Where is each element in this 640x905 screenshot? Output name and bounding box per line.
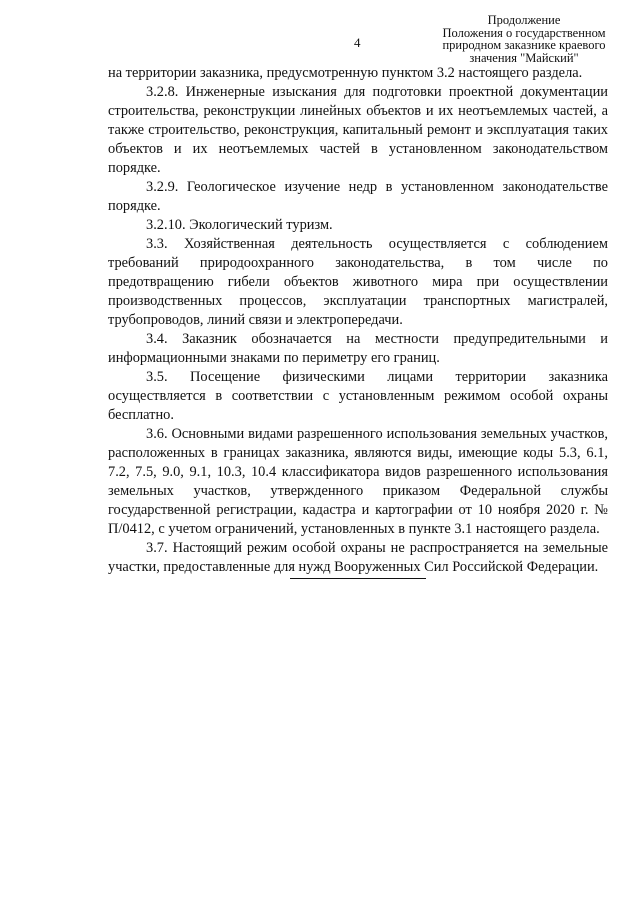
continuation-line: Продолжение [487,13,561,27]
paragraph-3-2-8: 3.2.8. Инженерные изыскания для подготовки проектной документации строительства, реконструкции линейных объектов и их неотъемлемых частей, а также строительство, реконструкция, капитальный ремонт и эксплуатация таких объектов и их неотъемлемых частей в установленном законодательством порядке. [108,84,608,176]
paragraph-continued: на территории заказника, предусмотренную пунктом 3.2 настоящего раздела. [108,65,583,81]
paragraph-3-2-10: 3.2.10. Экологический туризм. [146,217,333,233]
continuation-line: природном заказнике краевого [442,38,606,52]
paragraph-3-3: 3.3. Хозяйственная деятельность осуществляется с соблюдением требований природоохранного законодательства, в том числе по предотвращению гибели объектов животного мира при осуществлении производственных процессов, эксплуатации транспортных магистралей, трубопроводов, линий связи и электропередачи. [108,236,608,328]
paragraph-3-5: 3.5. Посещение физическими лицами территории заказника осуществляется в соответствии с установленным режимом особой охраны бесплатно. [108,369,608,423]
continuation-line: значения "Майский" [469,50,579,65]
document-body [108,64,608,577]
page-number: 4 [354,35,361,50]
end-of-document-rule [290,578,426,579]
continuation-line: Положения о государственном [442,25,606,40]
paragraph-3-6: 3.6. Основными видами разрешенного использования земельных участков, расположенных в границах заказника, являются виды, имеющие коды 5.3, 6.1, 7.2, 7.5, 9.0, 9.1, 10.3, 10.4 классификатора видов разрешенного использования земельных участков, утвержденного приказом Федеральной службы государственной регистрации, кадастра и картографии от 10 ноября 2020 г. № П/0412, с учетом ограничений, установленных в пункте 3.1 настоящего раздела. [108,426,608,537]
paragraph-3-4: 3.4. Заказник обозначается на местности предупредительными и информационными знаками по периметру его границ. [108,331,608,366]
paragraph-3-2-9: 3.2.9. Геологическое изучение недр в установленном законодательстве порядке. [108,179,608,214]
continuation-header [418,14,630,64]
paragraph-3-7: 3.7. Настоящий режим особой охраны не распространяется на земельные участки, предоставленные для нужд Вооруженных Сил Российской Федерации. [108,540,608,575]
